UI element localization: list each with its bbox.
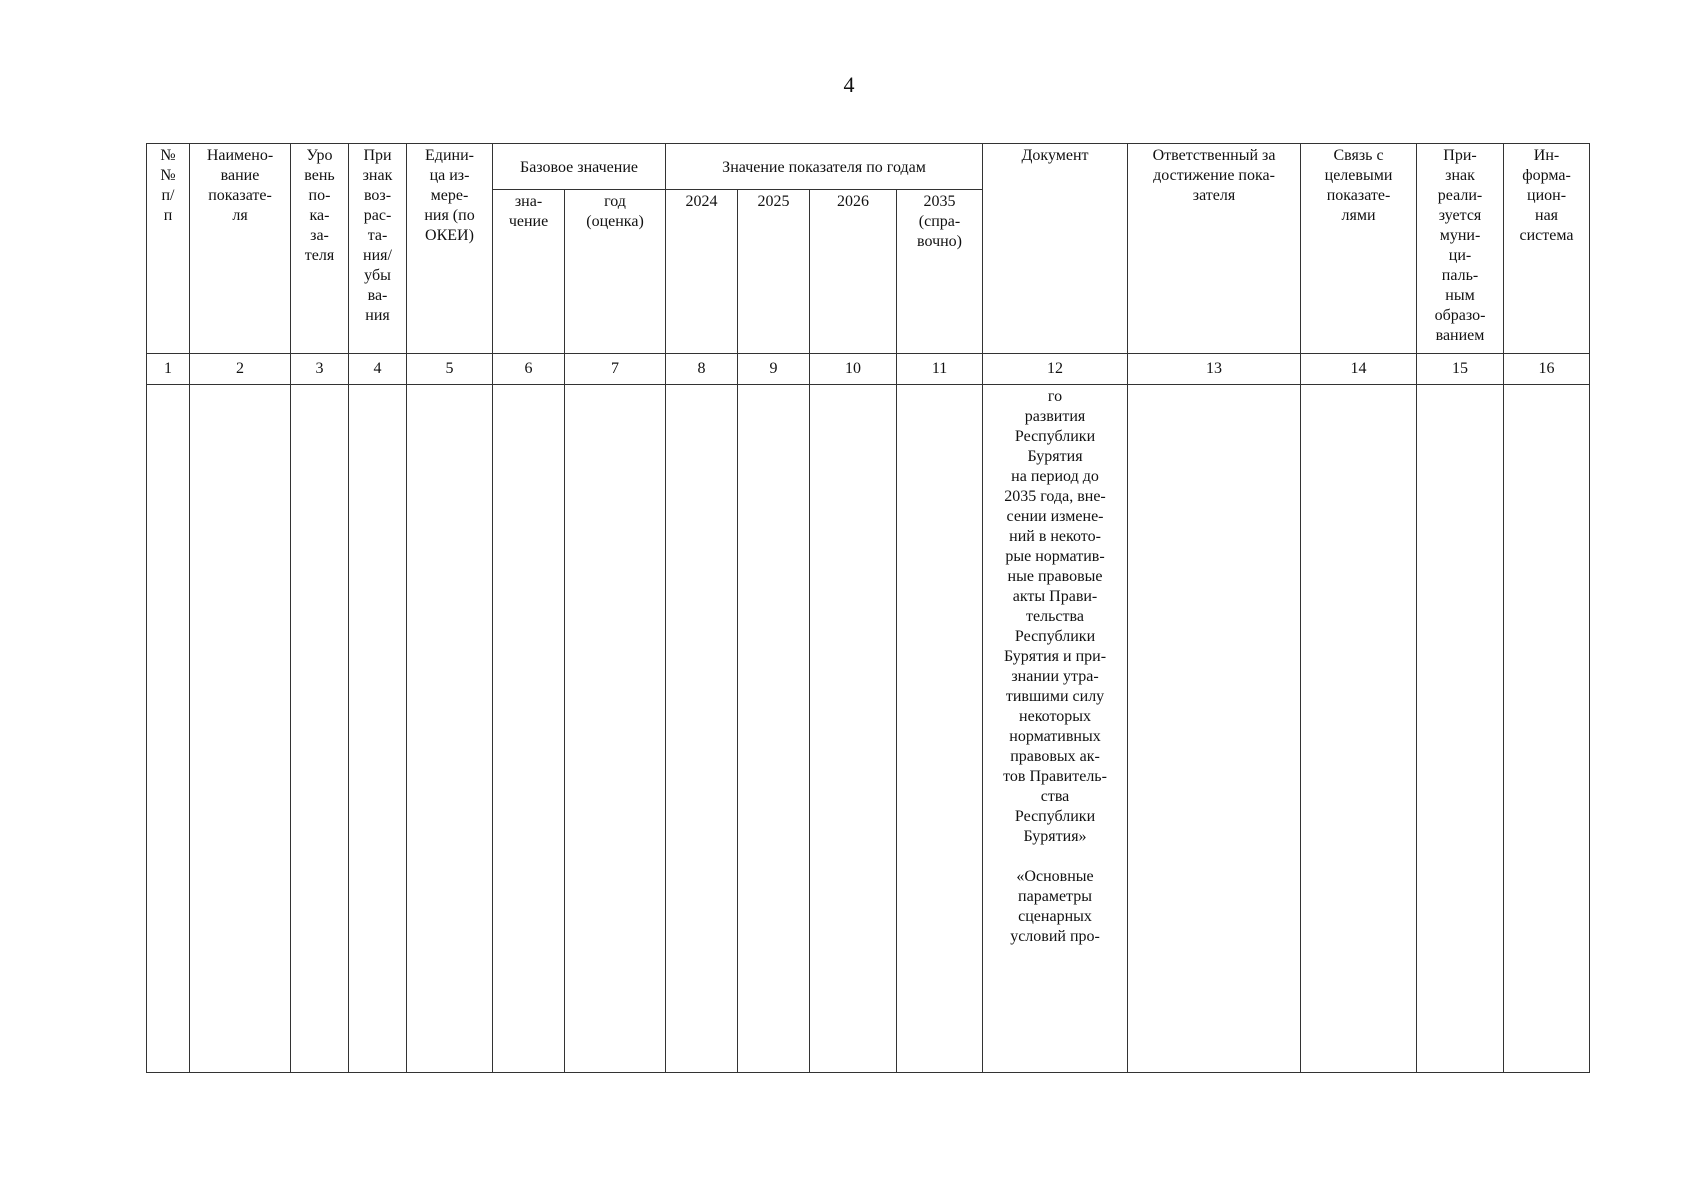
header-values-by-year: Значение показателя по годам <box>666 144 983 190</box>
header-indicator-name: Наимено- вание показате- ля <box>190 144 291 354</box>
cell-year-2024 <box>666 385 738 1073</box>
header-year-2024: 2024 <box>666 190 738 354</box>
header-base-val: зна- чение <box>493 190 565 354</box>
header-base-value: Базовое значение <box>493 144 666 190</box>
header-year-2026: 2026 <box>810 190 897 354</box>
column-number: 6 <box>493 354 565 385</box>
column-number: 7 <box>565 354 666 385</box>
cell-growth-sign <box>349 385 407 1073</box>
column-number: 1 <box>147 354 190 385</box>
column-number: 13 <box>1128 354 1301 385</box>
indicators-table <box>146 143 1590 1073</box>
column-number: 10 <box>810 354 897 385</box>
header-base-year: год (оценка) <box>565 190 666 354</box>
column-number: 11 <box>897 354 983 385</box>
header-unit: Едини- ца из- мере- ния (по ОКЕИ) <box>407 144 493 354</box>
table-row <box>147 385 1590 1073</box>
cell-row-number <box>147 385 190 1073</box>
header-year-2035: 2035 (спра- вочно) <box>897 190 983 354</box>
header-target-link: Связь с целевыми показате- лями <box>1301 144 1417 354</box>
column-number: 9 <box>738 354 810 385</box>
cell-info-system <box>1504 385 1590 1073</box>
cell-indicator-level <box>291 385 349 1073</box>
header-year-2025: 2025 <box>738 190 810 354</box>
column-number: 4 <box>349 354 407 385</box>
column-number: 14 <box>1301 354 1417 385</box>
cell-unit <box>407 385 493 1073</box>
column-number: 2 <box>190 354 291 385</box>
column-number: 12 <box>983 354 1128 385</box>
header-municipal-sign: При- знак реали- зуется муни- ци- паль- ным образо- ванием <box>1417 144 1504 354</box>
cell-responsible <box>1128 385 1301 1073</box>
cell-base-val <box>493 385 565 1073</box>
cell-document: го развития Республики Бурятия на период до 2035 года, вне- сении измене- ний в некото- рые норматив- ные правовые акты Прави- тельства Республики Бурятия и при- знании утра- тившими силу некоторых нормативных правовых ак- тов Правитель- ства Республики Бурятия» «Основные параметры сценарных условий про- <box>983 385 1128 1073</box>
column-number: 8 <box>666 354 738 385</box>
header-row-1 <box>147 144 1590 190</box>
header-responsible: Ответственный за достижение пока- зателя <box>1128 144 1301 354</box>
cell-base-year <box>565 385 666 1073</box>
column-number-row <box>147 354 1590 385</box>
column-number: 15 <box>1417 354 1504 385</box>
cell-indicator-name <box>190 385 291 1073</box>
header-document: Документ <box>983 144 1128 354</box>
header-growth-sign: При знак воз- рас- та- ния/ убы ва- ния <box>349 144 407 354</box>
column-number: 3 <box>291 354 349 385</box>
cell-year-2035 <box>897 385 983 1073</box>
column-number: 5 <box>407 354 493 385</box>
header-indicator-level: Уро вень по- ка- за- теля <box>291 144 349 354</box>
cell-target-link <box>1301 385 1417 1073</box>
cell-year-2026 <box>810 385 897 1073</box>
header-info-system: Ин- форма- цион- ная система <box>1504 144 1590 354</box>
cell-municipal-sign <box>1417 385 1504 1073</box>
page-number: 4 <box>843 72 855 97</box>
header-row-number: № № п/ п <box>147 144 190 354</box>
cell-year-2025 <box>738 385 810 1073</box>
column-number: 16 <box>1504 354 1590 385</box>
